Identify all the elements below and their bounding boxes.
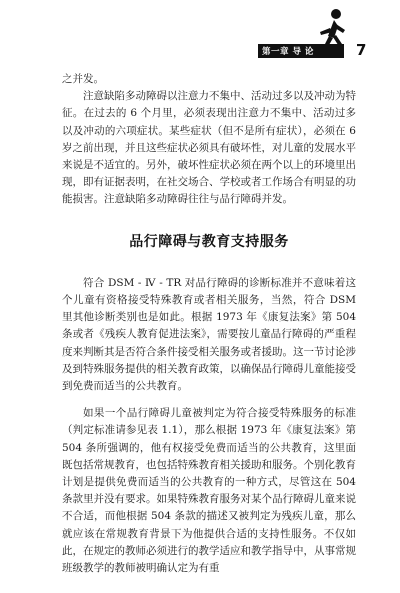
paragraph: 如果一个品行障碍儿童被判定为符合接受特殊服务的标准（判定标准请参见表 1.1），那么根据 1973 年《康复法案》第 504 条所强调的，他有权接受免费而适当的公共教育，这里面既包括常规教育，也包括特殊教育相关援助和服务。个别化教育计划是提供免费而适当的公共教育的一种方式，尽管这在 504 条款里并没有要求。如果特殊教育服务对某个品行障碍儿童来说不合适，而他根据 504 条款的描述又被判定为残疾儿童，那么就应该在常规教育背景下为他提供合适的支持性服务。不仅如此，在规定的教师必须进行的教学适应和教学指导中，从事常规班级教学的教师被明确认定为有重: [62, 407, 356, 575]
section-title: 品行障碍与教育支持服务: [129, 233, 289, 250]
paragraph: 注意缺陷多动障碍以注意力不集中、活动过多以及冲动为特征。在过去的 6 个月里，必须表现出注意力不集中、活动过多以及冲动的六项症状。某些症状（但不是所有症状），必须在 6 岁之前出现，并且这些症状必须具有破坏性，对儿童的发展水平来说是不适宜的。另外，破坏性症状必须在两个以上的环境里出现，即有证据表明，在社交场合、学校或者工作场合有明显的功能损害。注意缺陷多动障碍往往与品行障碍并发。: [62, 90, 356, 206]
page-header: [0, 0, 400, 72]
paragraph: 符合 DSM - Ⅳ - TR 对品行障碍的诊断标准并不意味着这个儿童有资格接受特殊教育或者相关服务，当然，符合 DSM 里其他诊断类别也是如此。根据 1973 年《康复法案》第 504 条或者《残疾人教育促进法案》，需要按儿童品行障碍的严重程度来判断其是否符合条件接受相关服务或者援助。这一节讨论涉及到特殊服务提供的相关教育政策，以确保品行障碍儿童能接受到免费而适当的公共教育。: [62, 276, 356, 393]
page-number: 7: [356, 41, 367, 59]
body-text: [62, 71, 356, 577]
chapter-label: 第一章 导 论: [262, 47, 314, 57]
paragraph: 之并发。: [62, 73, 104, 85]
